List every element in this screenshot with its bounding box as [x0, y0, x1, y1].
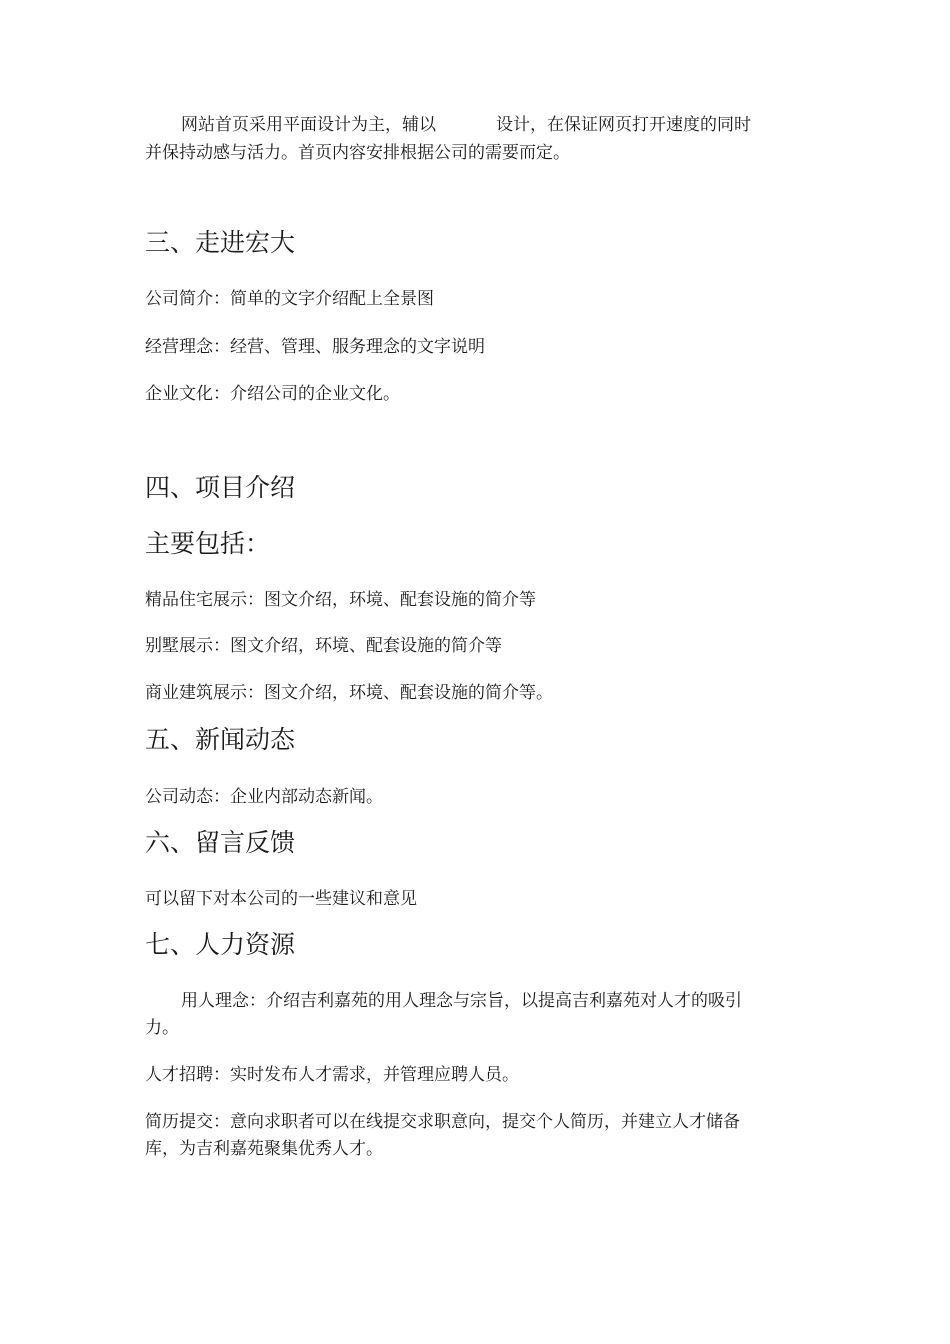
intro-line-1-a: 网站首页采用平面设计为主，辅以 — [181, 115, 436, 135]
s4-item-3: 商业建筑展示：图文介绍，环境、配套设施的简介等。 — [145, 683, 553, 703]
intro-line-1-b: 设计，在保证网页打开速度的同时 — [496, 115, 751, 135]
s7-paragraph-1-line-1: 用人理念：介绍吉利嘉苑的用人理念与宗旨，以提高吉利嘉苑对人才的吸引 — [181, 991, 742, 1011]
s7-paragraph-1-line-2: 力。 — [145, 1018, 179, 1038]
section-heading-7: 七、人力资源 — [145, 930, 296, 959]
section-heading-6: 六、留言反馈 — [145, 828, 296, 857]
section-heading-3: 三、走进宏大 — [145, 228, 296, 257]
s7-paragraph-2: 人才招聘：实时发布人才需求，并管理应聘人员。 — [145, 1065, 519, 1085]
s6-item-1: 可以留下对本公司的一些建议和意见 — [145, 889, 417, 909]
section-heading-4: 四、项目介绍 — [145, 473, 296, 502]
s7-paragraph-3-line-2: 库，为吉利嘉苑聚集优秀人才。 — [145, 1139, 383, 1159]
s5-item-1: 公司动态：企业内部动态新闻。 — [145, 787, 383, 807]
s4-item-1: 精品住宅展示：图文介绍，环境、配套设施的简介等 — [145, 590, 536, 610]
s4-subheading: 主要包括： — [145, 529, 271, 558]
s3-item-3: 企业文化：介绍公司的企业文化。 — [145, 384, 400, 404]
s7-paragraph-3-line-1: 简历提交：意向求职者可以在线提交求职意向，提交个人简历，并建立人才储备 — [145, 1112, 740, 1132]
intro-line-2: 并保持动感与活力。首页内容安排根据公司的需要而定。 — [145, 143, 570, 163]
intro-line-1 — [145, 112, 751, 139]
s3-item-1: 公司简介：简单的文字介绍配上全景图 — [145, 289, 434, 309]
s4-item-2: 别墅展示：图文介绍，环境、配套设施的简介等 — [145, 636, 502, 656]
section-heading-5: 五、新闻动态 — [145, 725, 296, 754]
s3-item-2: 经营理念：经营、管理、服务理念的文字说明 — [145, 337, 485, 357]
